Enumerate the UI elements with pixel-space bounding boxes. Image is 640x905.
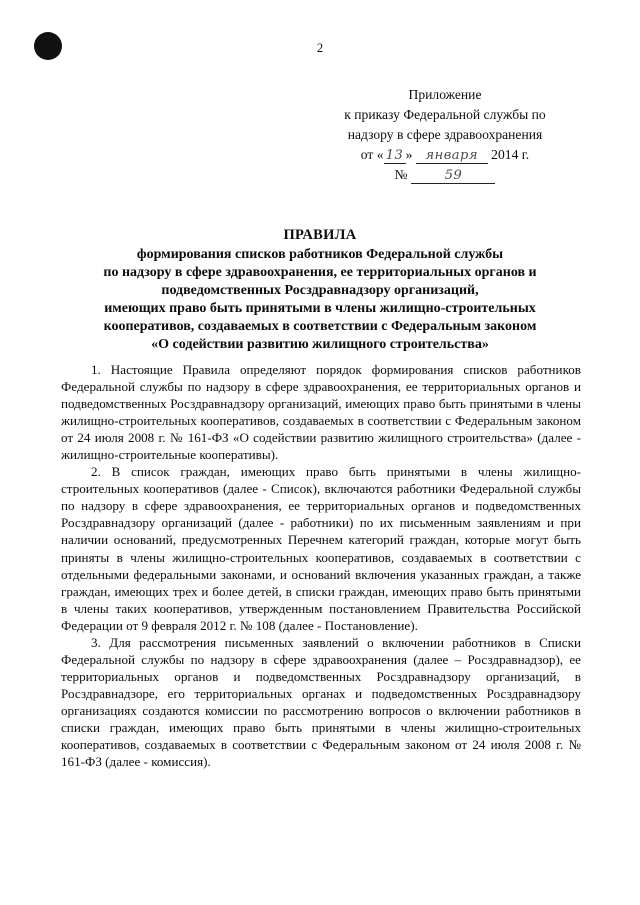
paragraph-3: 3. Для рассмотрения письменных заявлений о включении работников в Списки Федеральной службы по надзору в сфере здравоохранения (далее – Росздравнадзор), ее территориальных органов и подведомственных Росздравнадзору организаций, в Росздравнадзоре, его территориальных органах и подведомственных Росздравнадзору организациях создаются комиссии по рассмотрению вопросов о включении работников в списки граждан, имеющих право быть принятыми в члены жилищно-строительных кооперативов, создаваемых в соответствии с Федеральным законом от 24 июля 2008 г. № 161-ФЗ (далее - комиссия). (61, 634, 581, 770)
document-title (60, 226, 580, 354)
appendix-order-line: к приказу Федеральной службы по (344, 107, 546, 122)
date-year: 2014 г. (491, 147, 530, 162)
date-quote-close: » (405, 147, 413, 162)
number-prefix: № (394, 167, 408, 182)
date-prefix: от « (360, 147, 384, 162)
title-line: кооперативов, создаваемых в соответствии с Федеральным законом (103, 319, 537, 334)
title-line: «О содействии развитию жилищного строительства» (151, 337, 489, 352)
appendix-date-line (325, 145, 565, 165)
title-line: подведомственных Росздравнадзору организаций, (161, 283, 479, 298)
title-line: по надзору в сфере здравоохранения, ее территориальных органов и (103, 265, 537, 280)
page-number: 2 (316, 41, 324, 55)
paragraph-1: 1. Настоящие Правила определяют порядок формирования списков работников Федеральной службы по надзору в сфере здравоохранения, ее территориальных органов и подведомственных Росздравнадзору организаций, имеющих право быть принятыми в члены жилищно-строительных кооперативов, создаваемых в соответствии с Федеральным законом от 24 июля 2008 г. № 161-ФЗ «О содействии развитию жилищного строительства» (далее - жилищно-строительные кооперативы). (61, 362, 581, 463)
date-month-handwritten: января (416, 148, 488, 164)
paragraph-2: 2. В список граждан, имеющих право быть принятыми в члены жилищно-строительных кооперативов (далее - Список), включаются работники Федеральной службы по надзору в сфере здравоохранения, ее территориальных органов и подведомственных Росздравнадзору организаций (далее - работники) по их письменным заявлениям и при наличии оснований, предусмотренных Перечнем категорий граждан, которые могут быть приняты в члены жилищно-строительных кооперативов, создаваемых в соответствии с отдельными федеральными законами, и оснований включения указанных граждан, а также граждан, имеющих трех и более детей, в списки граждан, имеющих право быть принятыми в члены таких кооперативов, утвержденным постановлением Правительства Российской Федерации от 9 февраля 2012 г. № 108 (далее - Постановление). (61, 464, 581, 633)
appendix-agency-line: надзору в сфере здравоохранения (347, 127, 543, 142)
appendix-block (325, 85, 565, 185)
title-line: имеющих право быть принятыми в члены жилищно-строительных (104, 301, 536, 316)
date-day-handwritten: 13 (384, 148, 406, 164)
appendix-number-line (325, 165, 565, 185)
appendix-label: Приложение (408, 87, 482, 102)
document-body (61, 361, 581, 770)
title-main: ПРАВИЛА (283, 227, 357, 243)
order-number-handwritten: 59 (411, 168, 495, 184)
title-line: формирования списков работников Федеральной службы (136, 247, 504, 262)
